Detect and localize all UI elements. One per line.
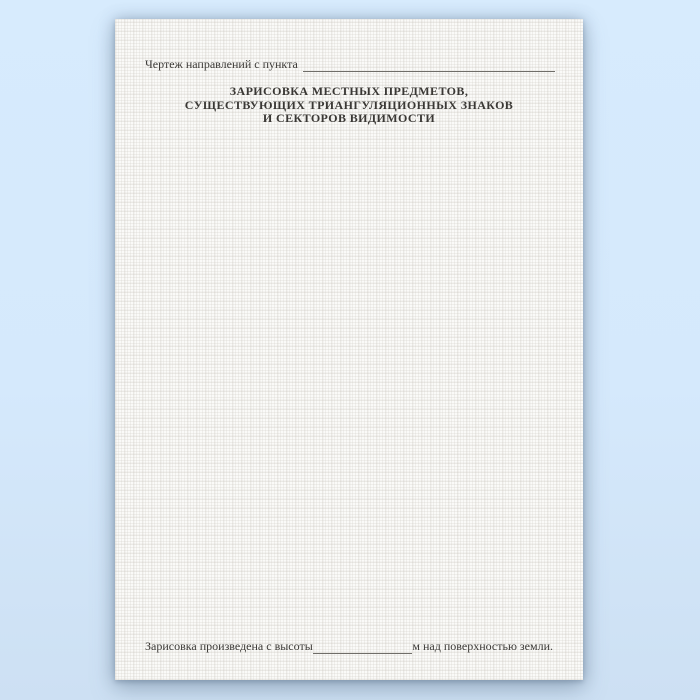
form-title-line: СУЩЕСТВУЮЩИХ ТРИАНГУЛЯЦИОННЫХ ЗНАКОВ <box>184 97 514 112</box>
form-title <box>115 85 583 126</box>
header-row <box>145 57 555 72</box>
form-title-line: ЗАРИСОВКА МЕСТНЫХ ПРЕДМЕТОВ, <box>229 84 469 98</box>
footer-row <box>145 639 553 654</box>
footer-suffix: м над поверхностью земли. <box>412 639 553 653</box>
point-name-blank[interactable] <box>303 58 555 72</box>
form-page <box>115 19 583 680</box>
height-value-blank[interactable] <box>313 640 413 654</box>
header-label: Чертеж направлений с пункта <box>145 57 298 71</box>
footer-prefix: Зарисовка произведена с высоты <box>145 639 313 653</box>
form-title-line: И СЕКТОРОВ ВИДИМОСТИ <box>262 111 436 125</box>
